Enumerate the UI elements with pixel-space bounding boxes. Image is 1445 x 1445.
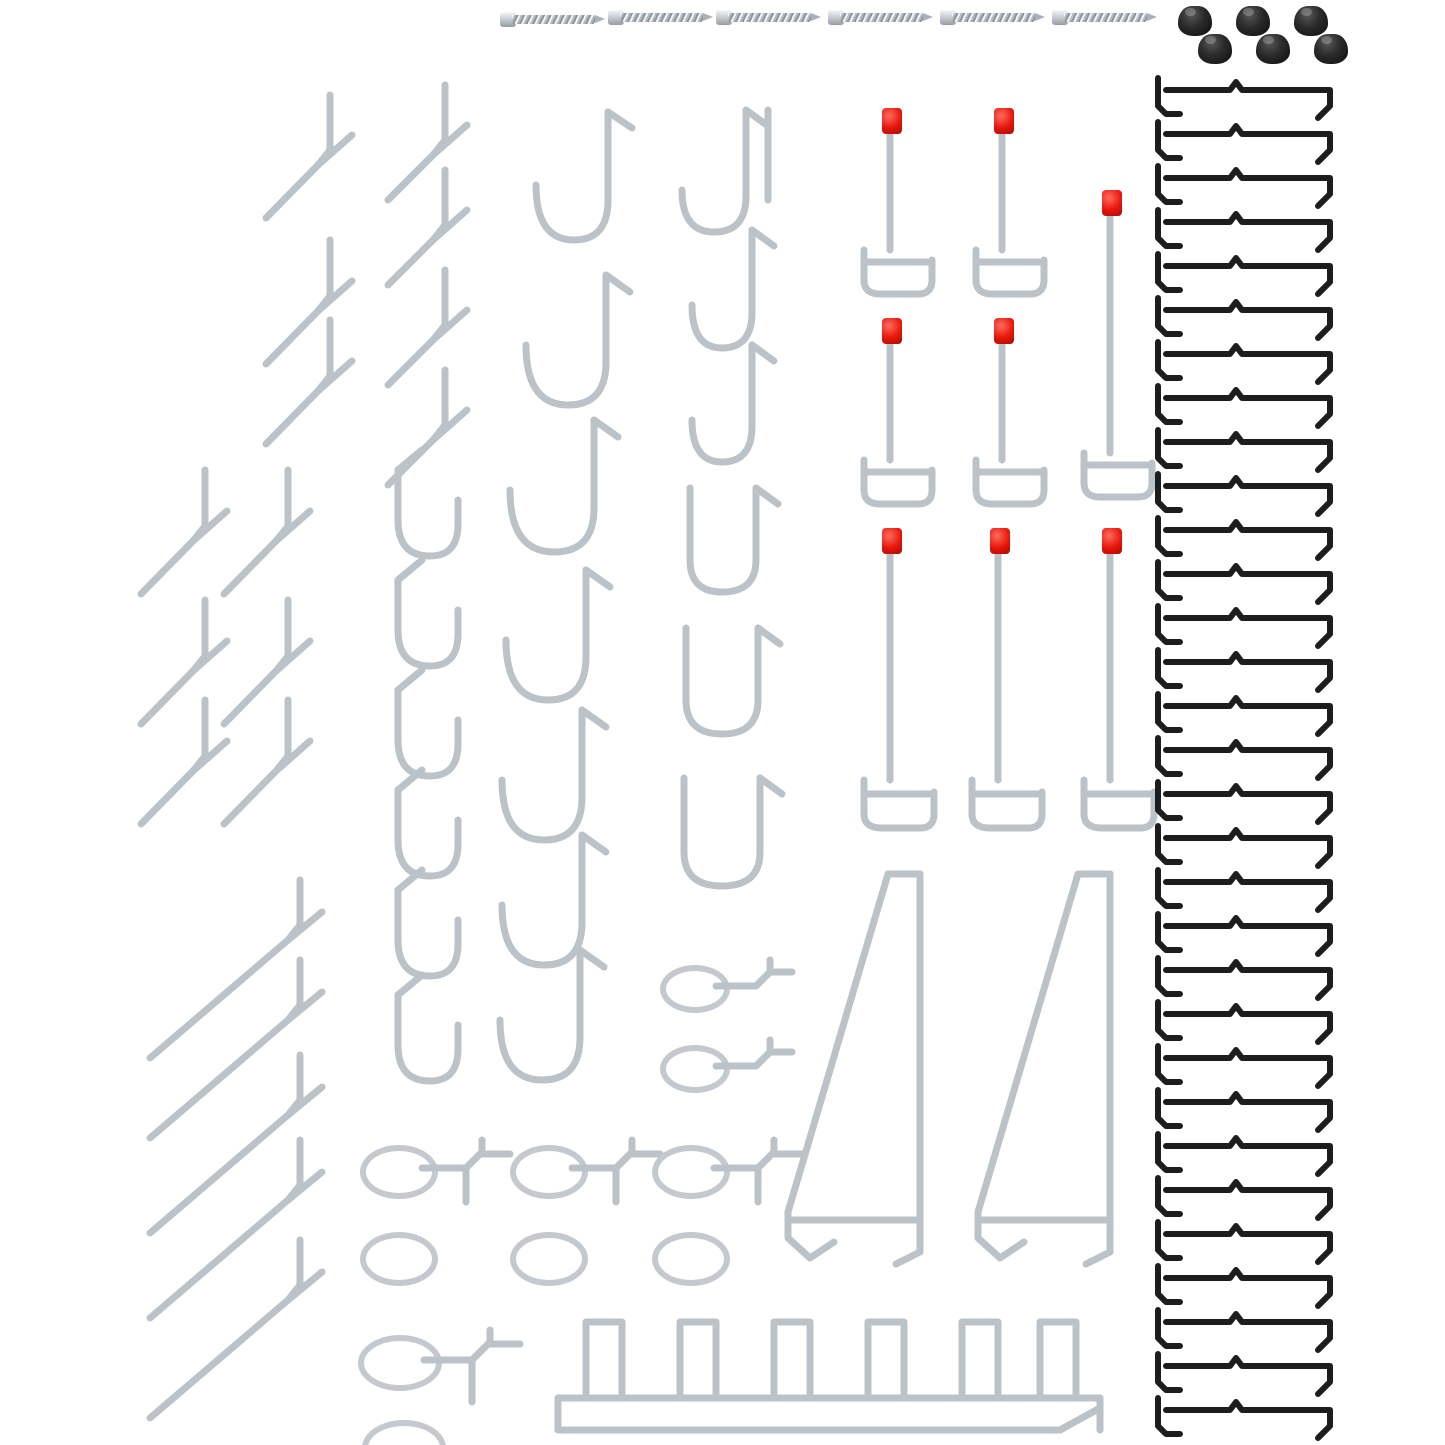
wall-anchor: [1236, 6, 1270, 36]
shelf-bracket-right: [960, 860, 1150, 1280]
red-safety-tip: [994, 318, 1014, 344]
red-safety-tip: [990, 528, 1010, 554]
red-safety-tip: [882, 318, 902, 344]
ring-holder: [360, 1232, 438, 1286]
ring-holder: [510, 1232, 588, 1286]
red-safety-tip: [882, 528, 902, 554]
red-tip-hook-long: [958, 530, 1068, 840]
ring-holder: [652, 1232, 730, 1286]
multi-prong-rack: [540, 1300, 1140, 1445]
red-tip-hook: [962, 320, 1072, 510]
red-safety-tip: [1102, 190, 1122, 216]
red-tip-hooks-group: [840, 90, 1140, 870]
wall-anchor: [1294, 6, 1328, 36]
shelf-brackets-group: [770, 860, 1150, 1280]
wall-anchor: [1256, 34, 1290, 64]
ring-holder-arm: [422, 1328, 532, 1408]
clip: [1158, 78, 1330, 118]
red-tip-hook: [850, 110, 960, 300]
wall-anchor: [1178, 6, 1212, 36]
shelf-bracket-left: [770, 860, 960, 1280]
ring-holder-arm: [420, 1138, 520, 1208]
red-tip-hook-long: [850, 530, 960, 840]
red-safety-tip: [1102, 528, 1122, 554]
straight-hooks-column-1: [0, 0, 360, 1445]
red-safety-tip: [994, 108, 1014, 134]
red-safety-tip: [882, 108, 902, 134]
red-tip-hook: [962, 110, 1072, 300]
wall-anchor: [1198, 34, 1232, 64]
black-pegboard-clips-column: [1140, 72, 1370, 1445]
red-tip-hook: [850, 320, 960, 510]
ring-holder: [362, 1420, 446, 1445]
wall-anchor: [1314, 34, 1348, 64]
